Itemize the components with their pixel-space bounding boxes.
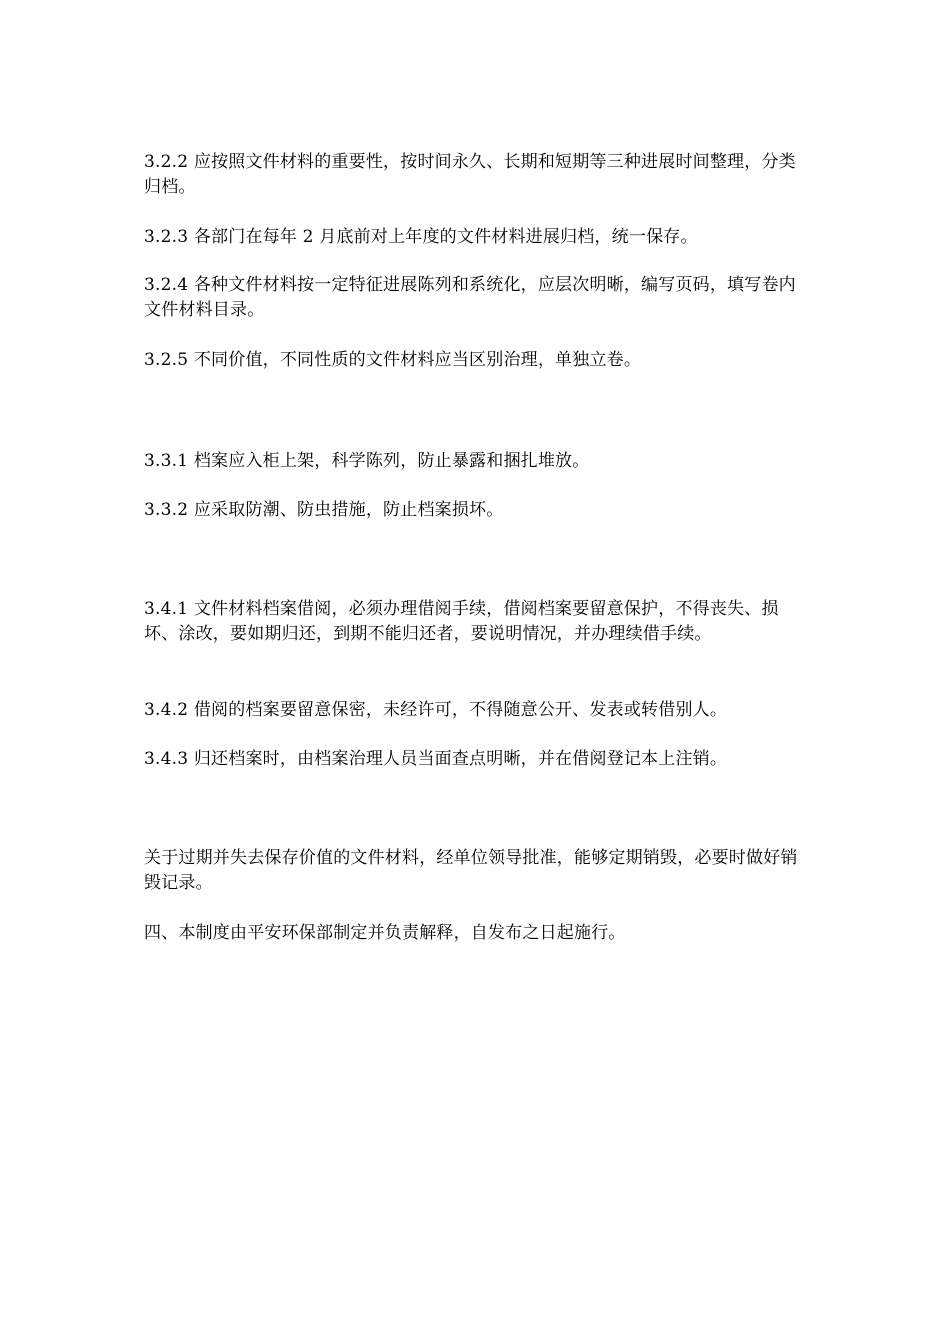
paragraph-3-2-4: 3.2.4 各种文件材料按一定特征进展陈列和系统化，应层次明晰，编写页码，填写卷内文件材料目录。 — [144, 275, 796, 320]
paragraph-3-4-1: 3.4.1 文件材料档案借阅，必须办理借阅手续，借阅档案要留意保护，不得丧失、损坏、涂改，要如期归还，到期不能归还者，要说明情况，并办理续借手续。 — [144, 599, 779, 644]
paragraph-3-2-2: 3.2.2 应按照文件材料的重要性，按时间永久、长期和短期等三种进展时间整理，分类归档。 — [144, 152, 796, 197]
paragraph-3-2-5: 3.2.5 不同价值，不同性质的文件材料应当区别治理，单独立卷。 — [144, 350, 642, 370]
paragraph-3-4-2: 3.4.2 借阅的档案要留意保密，未经许可，不得随意公开、发表或转借别人。 — [144, 700, 728, 720]
paragraph-section-four: 四、本制度由平安环保部制定并负责解释，自发布之日起施行。 — [144, 923, 626, 943]
paragraph-3-3-2: 3.3.2 应采取防潮、防虫措施，防止档案损坏。 — [144, 500, 504, 520]
paragraph-3-2-3: 3.2.3 各部门在每年 2 月底前对上年度的文件材料进展归档，统一保存。 — [144, 227, 698, 247]
paragraph-disposal: 关于过期并失去保存价值的文件材料，经单位领导批准，能够定期销毁，必要时做好销毁记录。 — [144, 848, 798, 893]
paragraph-3-4-3: 3.4.3 归还档案时，由档案治理人员当面查点明晰，并在借阅登记本上注销。 — [144, 749, 728, 769]
paragraph-3-3-1: 3.3.1 档案应入柜上架，科学陈列，防止暴露和捆扎堆放。 — [144, 451, 590, 471]
